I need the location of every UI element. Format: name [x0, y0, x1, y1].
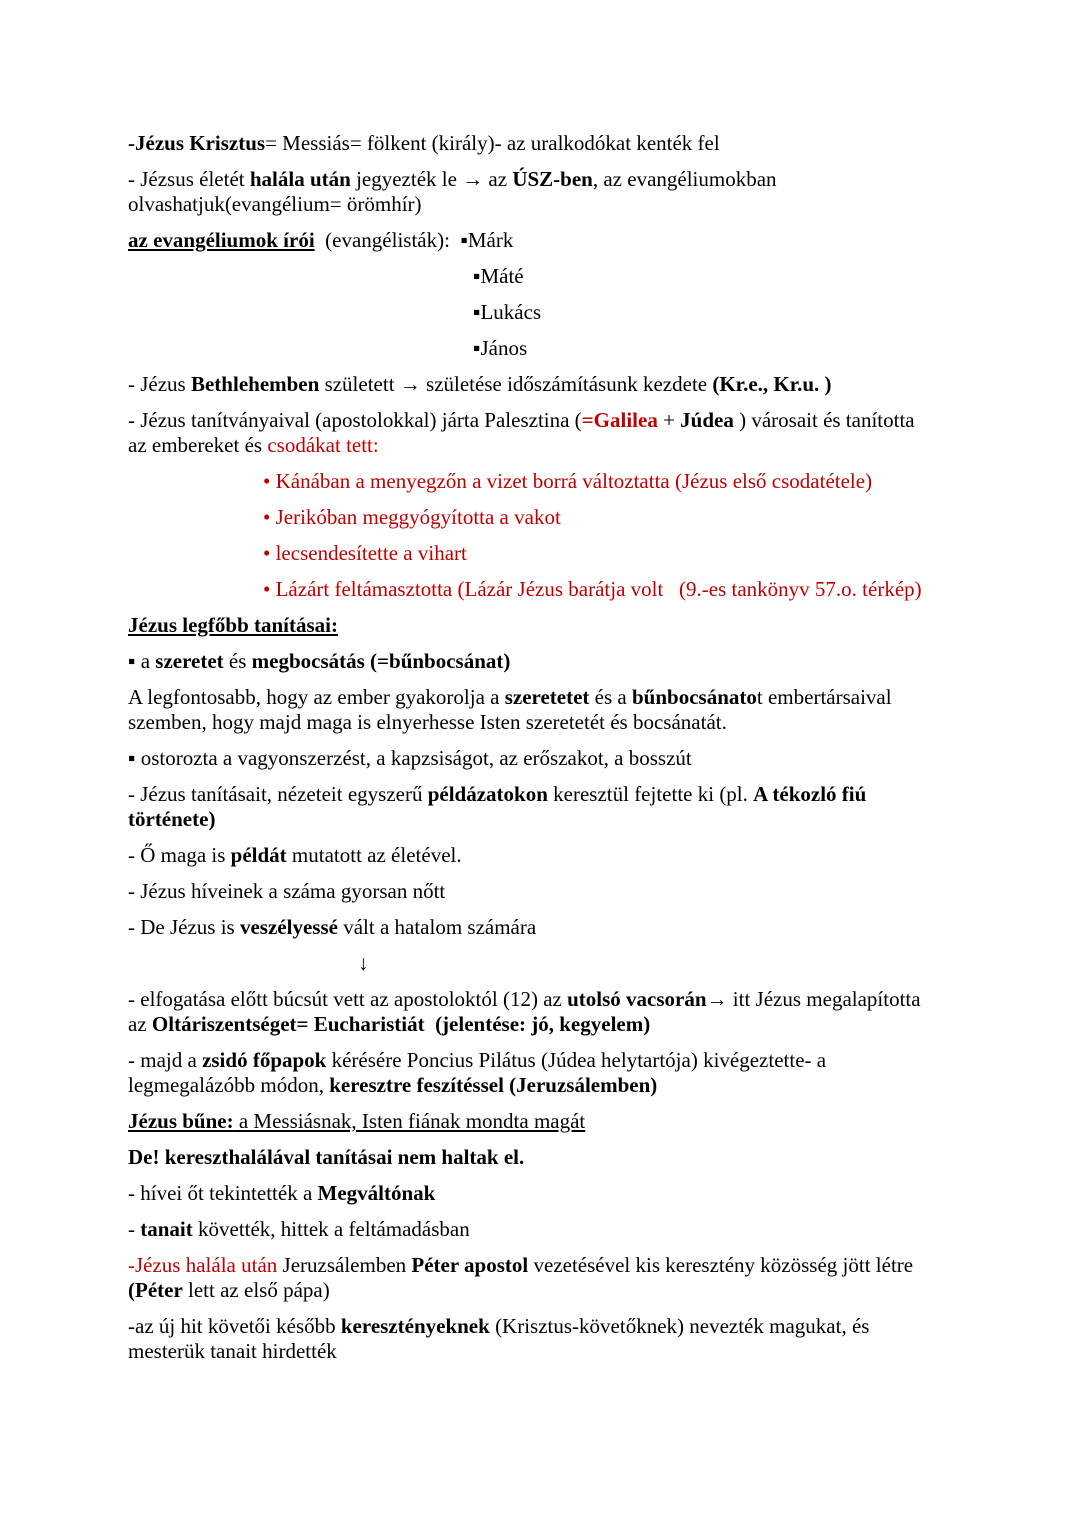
line-tanait-kovettek	[128, 1217, 980, 1242]
text-run: szeretet	[155, 649, 224, 673]
line-evangeliumok-iroi	[128, 228, 980, 253]
text-run: története)	[128, 807, 216, 831]
text-run: -Jézus halála után	[128, 1253, 278, 1277]
text-run: legmegalázóbb módon,	[128, 1073, 330, 1097]
text-run: +	[657, 408, 681, 432]
text-run: Jeruzsálemben	[277, 1253, 412, 1277]
line-poncius-pilatus	[128, 1048, 980, 1098]
line-palesztina-tanitas	[128, 408, 980, 458]
text-run: • Jerikóban meggyógyította a vakot	[263, 505, 561, 529]
text-run: zsidó főpapok	[202, 1048, 327, 1072]
line-hivek-szama	[128, 879, 980, 904]
list-item-mate	[473, 264, 980, 289]
text-run: - Jézus híveinek a száma gyorsan nőtt	[128, 879, 446, 903]
text-run: - Jézus tanításait, nézeteit egyszerű	[128, 782, 428, 806]
text-run: keresztre feszítéssel (Jeruzsálemben)	[329, 1073, 658, 1097]
text-run: Bethlehemben	[190, 372, 320, 396]
line-legfontosabb	[128, 685, 980, 735]
text-run: - majd a	[128, 1048, 203, 1072]
text-run: ▪ a	[128, 649, 156, 673]
text-run: Péter apostol	[411, 1253, 529, 1277]
text-run: ▪Máté	[473, 264, 524, 288]
text-run: -az új hit követői később	[128, 1314, 341, 1338]
text-run: vezetésével kis keresztény közösség jött létre	[528, 1253, 914, 1277]
text-run: - Jézus tanítványaival (apostolokkal) járta Palesztina (	[128, 408, 582, 432]
text-run: (Kr.e., Kr.u. )	[712, 372, 832, 396]
text-run: mutatott az életével.	[286, 843, 462, 867]
text-run: példázatokon	[427, 782, 548, 806]
text-run: tanait	[140, 1217, 193, 1241]
text-run: - De Jézus is	[128, 915, 240, 939]
text-run: A legfontosabb, hogy az ember gyakorolja a	[128, 685, 505, 709]
text-run: , az evangéliumokban	[592, 167, 777, 191]
text-run: t embertársaival	[756, 685, 892, 709]
text-run: • Kánában a menyegzőn a vizet borrá változtatta (Jézus első csodatétele)	[263, 469, 873, 493]
text-run: az	[128, 1012, 152, 1036]
text-run: - Jézus	[128, 372, 191, 396]
text-run: csodákat tett:	[267, 433, 379, 457]
text-run: ▪Lukács	[473, 300, 542, 324]
text-run: megbocsátás (=bűnbocsánat)	[251, 649, 511, 673]
miracle-item-jerikoban	[263, 505, 980, 530]
text-run: - elfogatása előtt búcsút vett az apostoloktól (12) az	[128, 987, 568, 1011]
line-kereszthalal	[128, 1145, 980, 1170]
text-run: olvashatjuk(evangélium= örömhír)	[128, 192, 422, 216]
list-item-mark: ▪Márk	[460, 228, 514, 252]
text-run: = Messiás= fölkent (király)- az uralkodókat kenték fel	[265, 131, 720, 155]
text-run: De! kereszthalálával tanításai nem haltak el.	[128, 1145, 525, 1169]
miracle-item-vihar	[263, 541, 980, 566]
text-run: - hívei őt tekintették a	[128, 1181, 318, 1205]
text-run: ÚSZ-ben	[512, 167, 593, 191]
text-run: halála után	[249, 167, 351, 191]
down-arrow-icon	[358, 951, 980, 976]
text-run: Megváltónak	[317, 1181, 436, 1205]
text-run: az evangéliumok írói	[128, 228, 315, 252]
text-run: utolsó vacsorán	[567, 987, 707, 1011]
text-run: Júdea	[680, 408, 734, 432]
list-item-janos	[473, 336, 980, 361]
text-run: =Galilea	[581, 408, 658, 432]
text-run: és	[223, 649, 252, 673]
text-run: veszélyessé	[239, 915, 338, 939]
line-jezus-elete-lejegyzes	[128, 167, 980, 217]
text-run: - Jézsus életét	[128, 167, 250, 191]
text-run: az embereket és	[128, 433, 268, 457]
line-jezus-krisztus-definition	[128, 131, 980, 156]
text-run: vált a hatalom számára	[337, 915, 537, 939]
text-run: született → születése időszámításunk kezdete	[319, 372, 713, 396]
line-bethlehem-szuletes	[128, 372, 980, 397]
text-run: • Lázárt feltámasztotta (Lázár Jézus barátja volt (9.-es tankönyv 57.o. térkép)	[263, 577, 922, 601]
miracle-item-lazar	[263, 577, 980, 602]
line-ostorozta	[128, 746, 980, 771]
line-jezus-bune	[128, 1109, 980, 1134]
line-peldazatok	[128, 782, 980, 832]
heading-jezus-tanitasai	[128, 613, 980, 638]
line-veszelyesse-valt	[128, 915, 980, 940]
text-run: bűnbocsánato	[632, 685, 757, 709]
text-run: ) városait és tanította	[733, 408, 915, 432]
line-peldat-mutatott	[128, 843, 980, 868]
text-run: szeretetet	[504, 685, 590, 709]
line-szeretet-megbocsatas	[128, 649, 980, 674]
text-run: - Ő maga is	[128, 843, 231, 867]
text-run: követték, hittek a feltámadásban	[192, 1217, 470, 1241]
text-run: Oltáriszentséget= Eucharistiát (jelentése: jó, kegyelem)	[151, 1012, 651, 1036]
text-run: ↓	[358, 951, 369, 975]
miracle-item-kanaban	[263, 469, 980, 494]
text-run: ▪János	[473, 336, 528, 360]
text-run: (evangélisták):	[314, 228, 461, 252]
line-keresztenyeknek	[128, 1314, 980, 1364]
text-run: a Messiásnak, Isten fiának mondta magát	[233, 1109, 586, 1133]
text-run: példát	[230, 843, 287, 867]
line-megvalto	[128, 1181, 980, 1206]
text-run: szemben, hogy majd maga is elnyerhesse Isten szeretetét és bocsánatát.	[128, 710, 727, 734]
text-run: -	[128, 1217, 141, 1241]
text-run: → itt Jézus megalapította	[706, 987, 921, 1011]
text-run: (Krisztus-követőknek) nevezték magukat, és	[489, 1314, 870, 1338]
text-run: ▪ ostorozta a vagyonszerzést, a kapzsiságot, az erőszakot, a bosszút	[128, 746, 692, 770]
text-run: jegyezték le → az	[350, 167, 513, 191]
text-run: keresztül fejtette ki (pl.	[547, 782, 754, 806]
text-run: -Jézus Krisztus	[128, 131, 266, 155]
text-run: A tékozló fiú	[753, 782, 867, 806]
text-run: lett az első pápa)	[182, 1278, 330, 1302]
line-utolso-vacsora	[128, 987, 980, 1037]
text-run: kérésére Poncius Pilátus (Júdea helytartója) kivégeztette- a	[326, 1048, 827, 1072]
list-item-lukacs	[473, 300, 980, 325]
text-run: Jézus legfőbb tanításai:	[128, 613, 338, 637]
text-run: (Péter	[128, 1278, 183, 1302]
text-run: mesterük tanait hirdették	[128, 1339, 337, 1363]
text-run: Jézus bűne:	[128, 1109, 234, 1133]
text-run: és a	[589, 685, 632, 709]
text-run: keresztényeknek	[340, 1314, 490, 1338]
line-peter-apostol	[128, 1253, 980, 1303]
text-run: • lecsendesítette a vihart	[263, 541, 467, 565]
